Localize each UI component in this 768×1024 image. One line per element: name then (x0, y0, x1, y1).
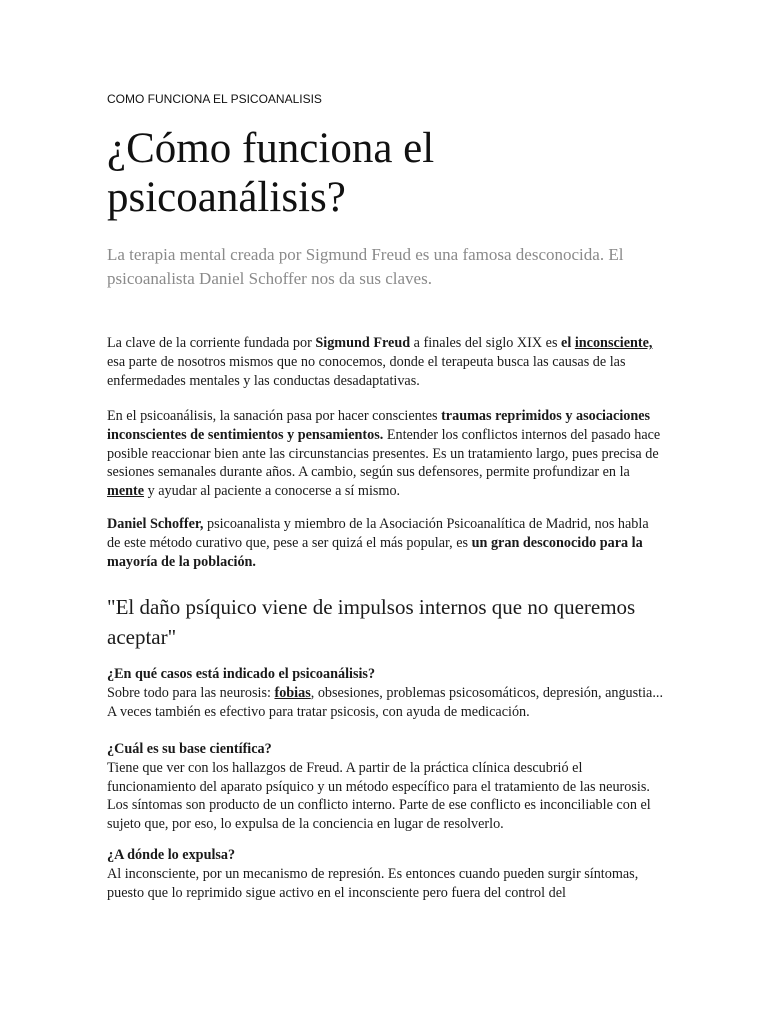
qa-answer-2: Tiene que ver con los hallazgos de Freud. A partir de la práctica clínica descubrió el funcionamiento del aparato psíquico y un método específico para el tratamiento de las neurosis. Los síntomas son producto de un conflicto interno. Parte de ese conflicto es inconciliable con el sujeto que, por eso, lo expulsa de la conciencia en lugar de resolverlo. (107, 759, 651, 833)
qa-answer-1-text-1: Sobre todo para las neurosis: (107, 684, 275, 701)
title-line-2: psicoanálisis? (107, 174, 346, 221)
p2-text-2: Entender los conflictos internos del pasado hace posible reaccionar bien ante las circunstancias presentes. Es un tratamiento largo, pues precisa de sesiones semanales durante años. A cambio, según sus defensores, permite profundizar en la (107, 426, 661, 481)
qa-question-1: ¿En qué casos está indicado el psicoanálisis? (107, 666, 376, 682)
paragraph-2 (107, 407, 663, 501)
title-line-1: ¿Cómo funciona el (107, 125, 435, 172)
inconsciente-link[interactable]: inconsciente, (574, 335, 653, 351)
paragraph-3 (107, 515, 663, 571)
p2-bold-traumas: traumas reprimidos y asociaciones inconscientes de sentimientos y pensamientos. (107, 408, 651, 443)
fobias-link[interactable]: fobias (274, 684, 311, 701)
p1-bold-el: el (561, 335, 575, 351)
article-title (107, 124, 667, 222)
qa-question-2: ¿Cuál es su base científica? (107, 741, 272, 757)
p3-text-1: psicoanalista y miembro de la Asociación Psicoanalítica de Madrid, nos habla de este método curativo que, pese a ser quizá el más popular, es (107, 516, 649, 551)
qa-question-3: ¿A dónde lo expulsa? (107, 847, 236, 863)
p1-text-1: La clave de la corriente fundada por (107, 335, 316, 351)
qa-answer-1-text-2: , obsesiones, problemas psicosomáticos, depresión, angustia... A veces también es efectivo para tratar psicosis, con ayuda de medicación. (107, 684, 663, 720)
qa-answer-3: Al inconsciente, por un mecanismo de represión. Es entonces cuando pueden surgir síntomas, puesto que lo reprimido sigue activo en el inconsciente pero fuera del control del (107, 865, 639, 901)
qa-block-2 (107, 740, 663, 834)
article-kicker: COMO FUNCIONA EL PSICOANALISIS (107, 92, 322, 106)
pull-quote: "El daño psíquico viene de impulsos internos que no queremos aceptar" (107, 595, 636, 649)
article-subtitle: La terapia mental creada por Sigmund Freud es una famosa desconocida. El psicoanalista Daniel Schoffer nos da sus claves. (107, 245, 624, 288)
p1-text-2: a finales del siglo XIX es (410, 335, 562, 351)
paragraph-1 (107, 334, 663, 390)
p1-text-3: esa parte de nosotros mismos que no conocemos, donde el terapeuta busca las causas de las enfermedades mentales y las conductas desadaptativas. (107, 353, 626, 389)
qa-block-3 (107, 846, 663, 902)
p2-text-3: y ayudar al paciente a conocerse a sí mismo. (144, 483, 401, 500)
p2-text-1: En el psicoanálisis, la sanación pasa por hacer conscientes (107, 408, 442, 424)
qa-block-1 (107, 665, 663, 721)
p3-bold-desconocido: un gran desconocido para la mayoría de la población. (107, 534, 643, 570)
p3-bold-schoffer: Daniel Schoffer, (107, 516, 204, 532)
p1-bold-freud: Sigmund Freud (315, 335, 411, 351)
mente-link[interactable]: mente (107, 483, 145, 500)
